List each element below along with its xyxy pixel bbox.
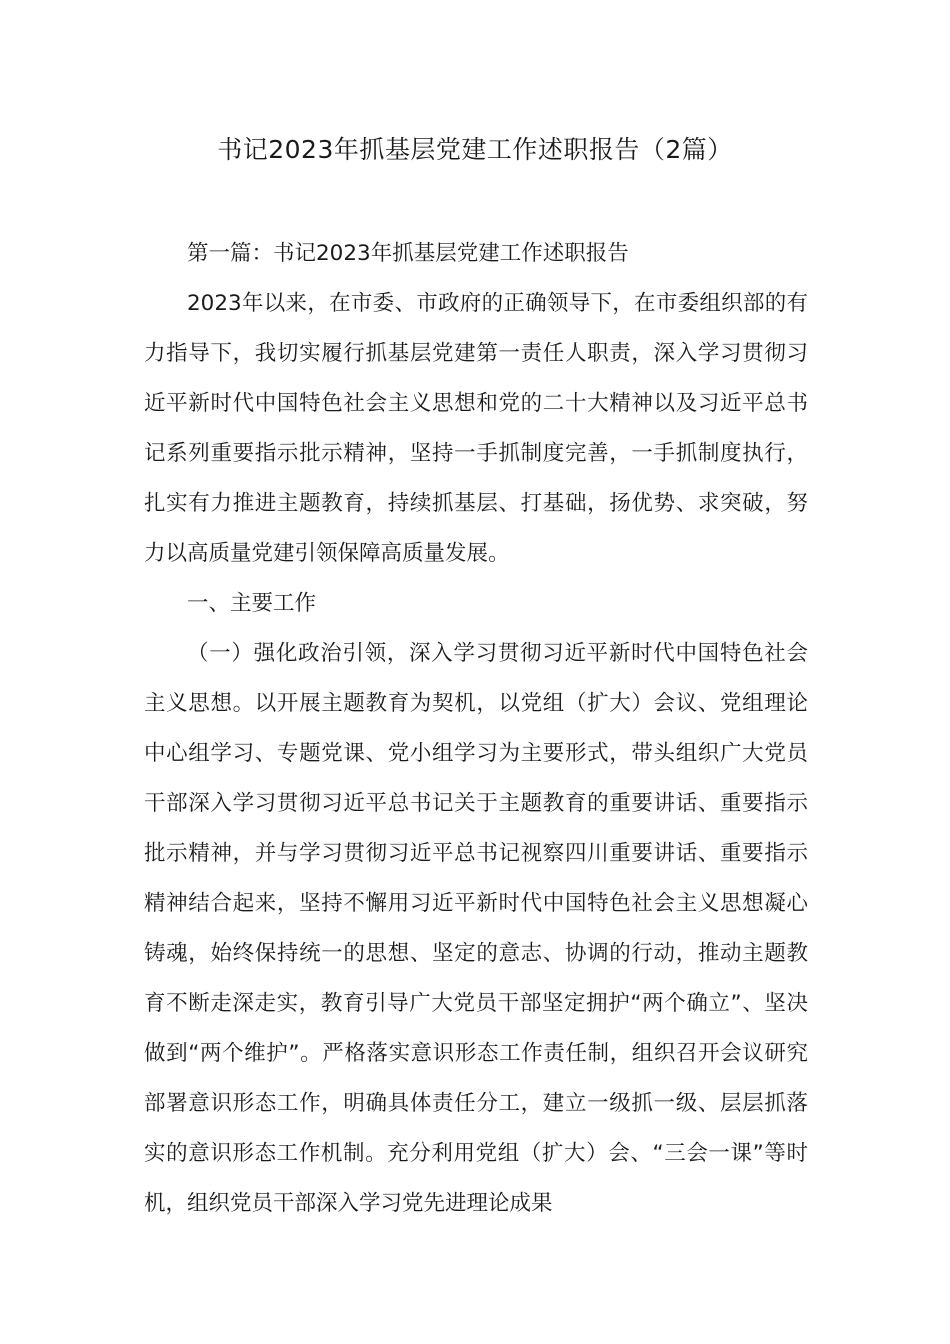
- section-heading-part-one: 第一篇：书记2023年抓基层党建工作述职报告: [187, 241, 629, 266]
- intro-paragraph: 2023年以来，在市委、市政府的正确领导下，在市委组织部的有力指导下，我切实履行抓基层党建第一责任人职责，深入学习贯彻习近平新时代中国特色社会主义思想和党的二十大精神以及习近平总书记系列重要指示批示精神，坚持一手抓制度完善，一手抓制度执行，扎实有力推进主题教育，持续抓基层、打基础，扬优势、求突破，努力以高质量党建引领保障高质量发展。: [144, 291, 808, 566]
- document-title: 书记2023年抓基层党建工作述职报告（2篇）: [217, 135, 733, 164]
- section-heading-main-work: 一、主要工作: [187, 591, 317, 616]
- document-body: [144, 229, 808, 1229]
- work-item-paragraph-1: （一）强化政治引领，深入学习贯彻习近平新时代中国特色社会主义思想。以开展主题教育为契机，以党组（扩大）会议、党组理论中心组学习、专题党课、党小组学习为主要形式，带头组织广大党员干部深入学习贯彻习近平总书记关于主题教育的重要讲话、重要指示批示精神，并与学习贯彻习近平总书记视察四川重要讲话、重要指示精神结合起来，坚持不懈用习近平新时代中国特色社会主义思想凝心铸魂，始终保持统一的思想、坚定的意志、协调的行动，推动主题教育不断走深走实，教育引导广大党员干部坚定拥护“两个确立”、坚决做到“两个维护”。严格落实意识形态工作责任制，组织召开会议研究部署意识形态工作，明确具体责任分工，建立一级抓一级、层层抓落实的意识形态工作机制。充分利用党组（扩大）会、“三会一课”等时机，组织党员干部深入学习党先进理论成果: [144, 641, 808, 1216]
